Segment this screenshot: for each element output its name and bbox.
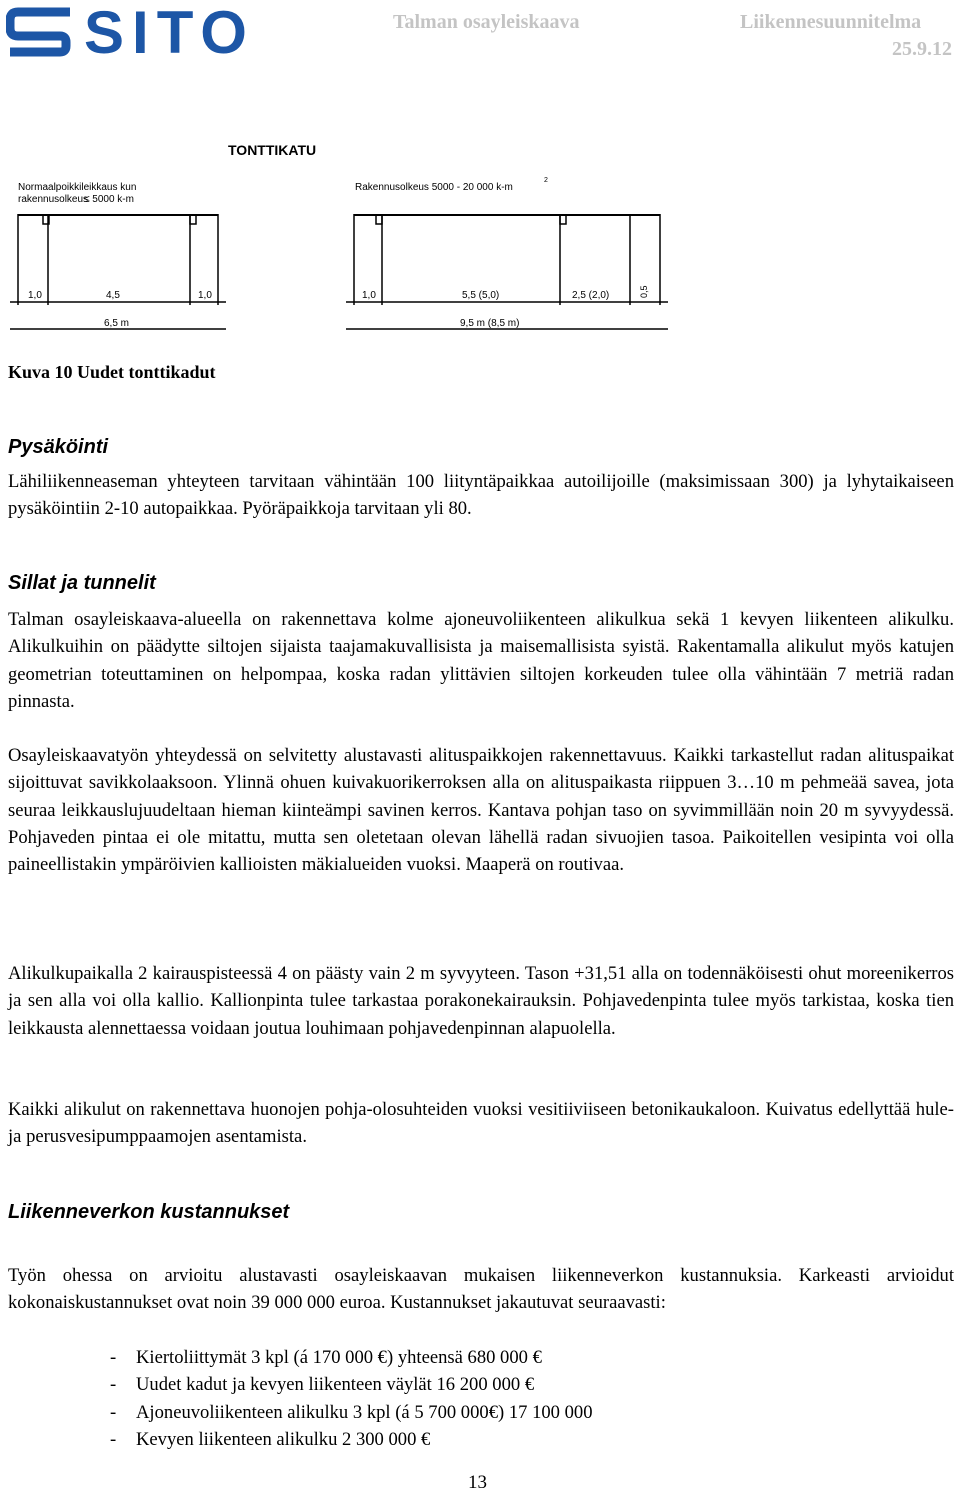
- cost-item-text: Kevyen liikenteen alikulku 2 300 000 €: [136, 1428, 431, 1450]
- left-dim-3: 1,0: [198, 290, 212, 301]
- right-label-exponent: 2: [544, 177, 548, 184]
- list-item: - Ajoneuvoliikenteen alikulku 3 kpl (á 5 700 000€) 17 100 000: [110, 1401, 593, 1423]
- right-dim-1: 1,0: [362, 290, 376, 301]
- left-label-line2: rakennusolkeus: [18, 194, 89, 205]
- cost-item-text: Kiertoliittymät 3 kpl (á 170 000 €) yhteensä 680 000 €: [136, 1347, 542, 1368]
- right-section-drawing: [346, 214, 668, 329]
- document-date: 25.9.12: [892, 38, 952, 60]
- costs-paragraph: Työn ohessa on arvioitu alustavasti osayleiskaavan mukaisen liikenneverkon kustannuksia. Karkeasti arvioidut kokonaiskustannukset ovat noin 39 000 000 euroa. Kustannukset jakautuvat seuraavasti:: [8, 1265, 954, 1314]
- figure-caption: Kuva 10 Uudet tonttikadut: [8, 362, 216, 382]
- cost-list: [110, 1344, 593, 1453]
- section-title-bridges: Sillat ja tunnelit: [8, 572, 156, 594]
- sito-logo-mark-icon: [6, 6, 76, 60]
- street-cross-section-figure: [0, 130, 700, 350]
- left-dim-1: 1,0: [28, 290, 42, 301]
- document-title: Talman osayleiskaava: [393, 11, 580, 33]
- left-label-line1: Normaalpoikkileikkaus kun: [18, 182, 137, 193]
- bridges-paragraph-4: Kaikki alikulut on rakennettava huonojen pohja-olosuhteiden vuoksi vesitiiviiseen betonikaukaloon. Kuivatus edellyttää hule- ja perusvesipumppaamojen asentamista.: [8, 1099, 954, 1148]
- right-dim-2: 5,5 (5,0): [462, 290, 500, 301]
- figure-title: TONTTIKATU: [228, 142, 317, 158]
- bridges-paragraph-1: Talman osayleiskaava-alueella on rakennettava kolme ajoneuvoliikenteen alikulkua sekä 1 kevyen liikenteen alikulku. Alikulkuihin on päädytte siltojen sijaista taajamakuvallisista ja maisemallisista syistä. Rakentamalla alikulut myös katujen geometrian toteuttaminen on helpompaa, koska radan ylittävien siltojen korkeuden tulee olla vähintään 7 metriä radan pinnasta.: [8, 609, 954, 712]
- left-section-drawing: [10, 214, 226, 329]
- right-dim-total: 9,5 m (8,5 m): [460, 318, 520, 329]
- cost-item-text: Uudet kadut ja kevyen liikenteen väylät 16 200 000 €: [136, 1374, 535, 1396]
- section-title-costs: Liikenneverkon kustannukset: [8, 1201, 290, 1223]
- right-dim-4: 0,5: [639, 285, 649, 298]
- document-subtitle: Liikennesuunnitelma: [740, 11, 922, 33]
- left-label-line2b: ≤ 5000 k-m: [84, 194, 134, 205]
- list-item: - Uudet kadut ja kevyen liikenteen väylät 16 200 000 €: [110, 1374, 535, 1396]
- logo-text: SITO: [84, 0, 255, 66]
- list-item: - Kevyen liikenteen alikulku 2 300 000 €: [110, 1428, 431, 1450]
- right-dim-3: 2,5 (2,0): [572, 290, 610, 301]
- bridges-paragraph-2: Osayleiskaavatyön yhteydessä on selvitetty alustavasti alituspaikkojen rakennettavuus. Kaikki tarkastellut radan alituspaikat sijoittuvat savikkolaaksoon. Ylinnä ohuen kuivakuorikerroksen alla on alituspaikasta riippuen 3…10 m pehmeää savea, jota seuraa leikkauslujuudeltaan hieman kiinteämpi savinen kerros. Kantava pohjan taso on syvimmillään noin 20 m syvyydessä. Pohjaveden pintaa ei ole mitattu, mutta sen oletetaan olevan lähellä radan sivuojien tasoa. Paikoitellen vesipinta voi olla paineellistakin ympäröivien kallioisten mäkialueiden vuoksi. Maaperä on routivaa.: [8, 745, 954, 876]
- sito-logo: [6, 0, 255, 66]
- cost-item-text: Ajoneuvoliikenteen alikulku 3 kpl (á 5 700 000€) 17 100 000: [136, 1401, 593, 1423]
- left-dim-2: 4,5: [106, 290, 120, 301]
- left-dim-total: 6,5 m: [104, 318, 130, 329]
- section-title-parking: Pysäköinti: [8, 436, 109, 458]
- right-label: Rakennusolkeus 5000 - 20 000 k-m: [355, 182, 513, 193]
- parking-paragraph: Lähiliikenneaseman yhteyteen tarvitaan vähintään 100 liityntäpaikkaa autoilijoille (maksimissaan 300) ja lyhytaikaiseen pysäköintiin 2-10 autopaikkaa. Pyöräpaikkoja tarvitaan yli 80.: [8, 471, 954, 520]
- list-item: - Kiertoliittymät 3 kpl (á 170 000 €) yhteensä 680 000 €: [110, 1347, 542, 1368]
- bridges-paragraph-3: Alikulkupaikalla 2 kairauspisteessä 4 on päästy vain 2 m syvyyteen. Tason +31,51 alla on todennäköisesti ohut moreenikerros ja sen alla voi olla kallio. Kallionpinta tulee tarkastaa porakonekairauksin. Pohjavedenpinta tulee myös tarkistaa, koska tien leikkausta alennettaessa voidaan joutua louhimaan pohjavedenpinnan alapuolella.: [8, 963, 954, 1039]
- page-number: 13: [468, 1472, 487, 1493]
